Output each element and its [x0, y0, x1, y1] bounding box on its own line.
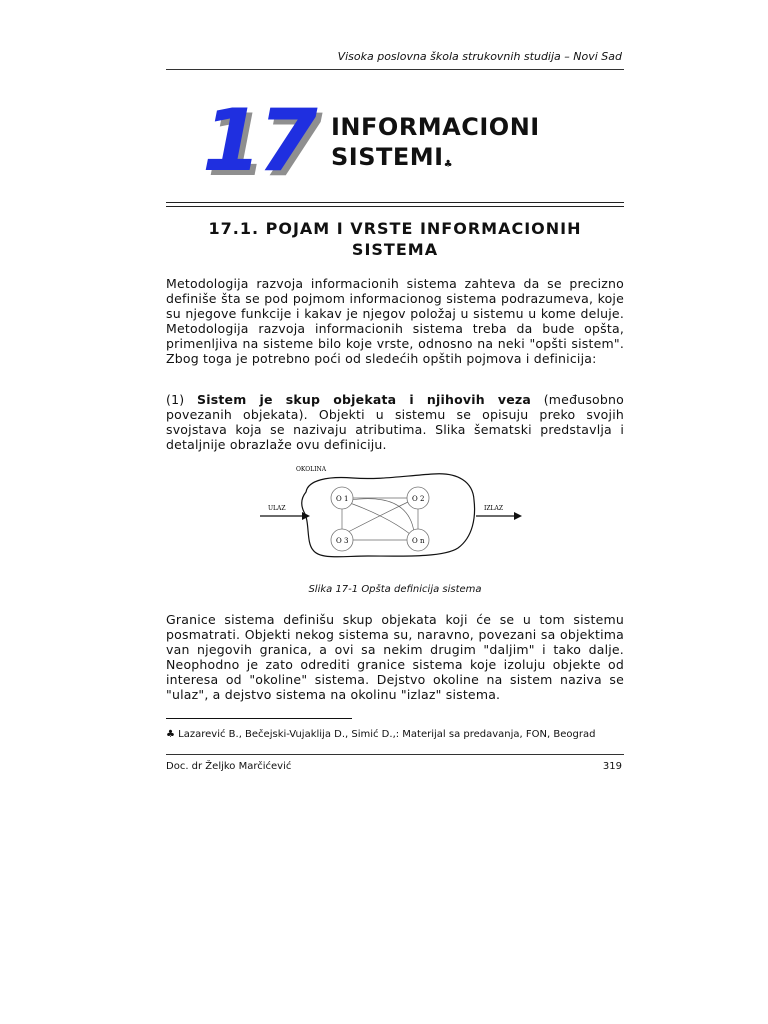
- footnote-divider: [166, 718, 352, 719]
- output-arrow-head: [514, 512, 522, 520]
- object-label-2: O 2: [412, 495, 425, 503]
- chapter-title-line1: INFORMACIONI: [331, 113, 540, 141]
- footnote-club-icon: ♣: [166, 729, 175, 740]
- footer-author: Doc. dr Željko Marčićević: [166, 761, 292, 772]
- paragraph-boundaries: Granice sistema definišu skup objekata koji će se u tom sistemu posmatrati. Objekti nekog sistema su, naravno, povezani sa objektima van njegovih granica, a ovi sa nekim drugim "daljim" i tako dalje. Neophodno je zato odrediti granice sistema koje izoluju objekte od interesa od "okoline" sistema. Dejstvo okoline na sistem naziva se "ulaz", a dejstvo sistema na okolinu "izlaz" sistema.: [166, 612, 624, 702]
- output-label: IZLAZ: [484, 505, 504, 512]
- definition-number: (1): [166, 392, 198, 407]
- paragraph-definition: [166, 392, 624, 452]
- running-header: Visoka poslovna škola strukovnih studija – Novi Sad: [337, 50, 622, 63]
- definition-rest: (međusobno povezanih objekata). Objekti u sistemu se opisuju preko svojih svojstava koja se nazivaju atributima. Slika šematski predstavlja i detaljnije obrazlaže ovu definiciju.: [166, 392, 624, 452]
- definition-bold: Sistem je skup objekata i njihovih veza: [197, 392, 532, 407]
- title-divider-top: [166, 202, 624, 203]
- environment-label: OKOLINA: [296, 466, 327, 473]
- title-divider-bottom: [166, 206, 624, 207]
- page-number: 319: [602, 761, 622, 772]
- system-boundary: [302, 474, 475, 557]
- section-title: 17.1. POJAM I VRSTE INFORMACIONIH SISTEMA: [208, 219, 582, 259]
- header-divider: [166, 69, 624, 70]
- chapter-title-line2: SISTEMI: [331, 143, 444, 171]
- figure-caption: Slika 17-1 Opšta definicija sistema: [308, 584, 482, 595]
- footnote-text: Lazarević B., Bečejski-Vujaklija D., Simić D.,: Materijal sa predavanja, FON, Beograd: [178, 729, 596, 740]
- object-label-1: O 1: [336, 495, 349, 503]
- footer-divider: [166, 754, 624, 755]
- footnote-mark-icon: ♣: [443, 159, 454, 170]
- system-diagram: [258, 462, 528, 562]
- chapter-number: 17: [202, 91, 314, 191]
- chapter-title: [331, 112, 540, 178]
- object-connections: [342, 498, 418, 540]
- footnote: [166, 729, 595, 740]
- input-label: ULAZ: [268, 505, 286, 512]
- object-label-3: O 3: [336, 537, 349, 545]
- paragraph-intro: Metodologija razvoja informacionih sistema zahteva da se precizno definiše šta se pod pojmom informacionog sistema podrazumeva, koje su njegove funkcije i kakav je njegov položaj u sistemu u kome deluje. Metodologija razvoja informacionih sistema treba da bude opšta, primenljiva na sisteme bilo koje vrste, odnosno na neki "opšti sistem". Zbog toga je potrebno poći od sledećih opštih pojmova i definicija:: [166, 276, 624, 366]
- object-label-n: O n: [412, 537, 425, 545]
